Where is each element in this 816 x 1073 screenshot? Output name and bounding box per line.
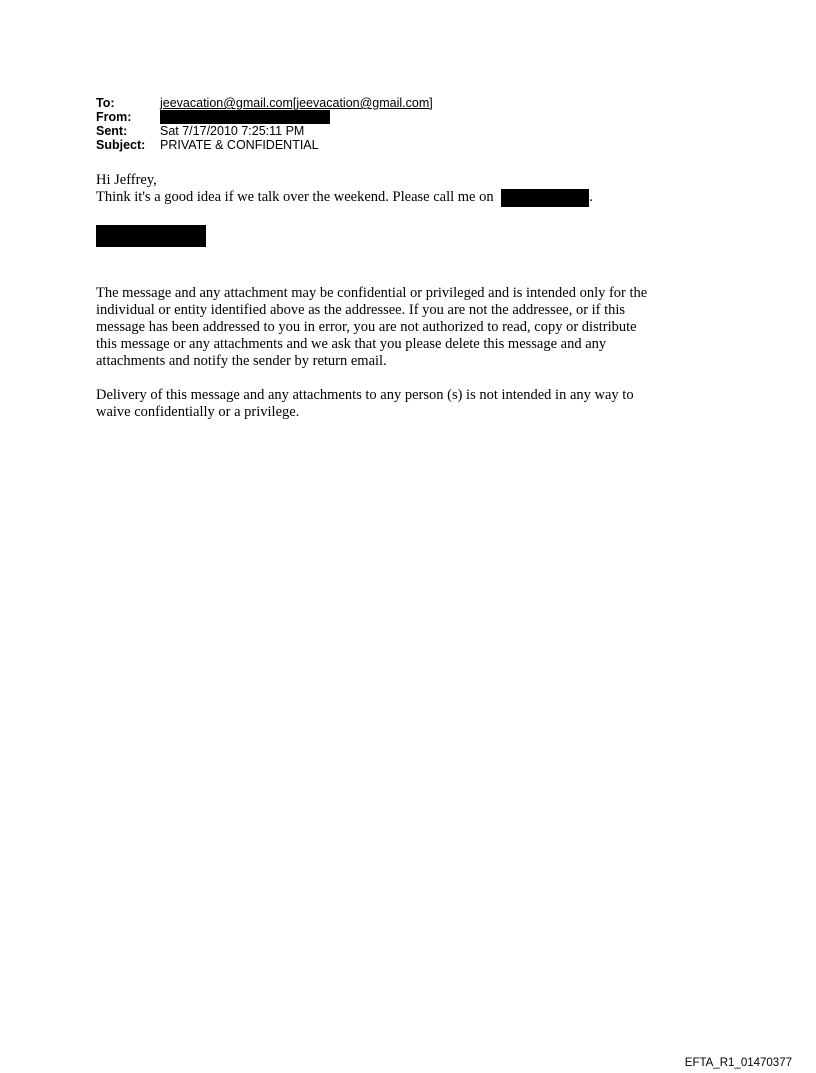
greeting: Hi Jeffrey,	[96, 172, 157, 188]
subject-value: PRIVATE & CONFIDENTIAL	[160, 138, 319, 152]
redaction-from	[160, 110, 330, 124]
subject-label: Subject:	[96, 138, 146, 152]
subject-row	[96, 138, 433, 152]
message-text: Think it's a good idea if we talk over the weekend. Please call me on	[96, 189, 494, 205]
redaction-signature	[96, 225, 206, 247]
document-id: EFTA_R1_01470377	[684, 1057, 792, 1069]
from-row	[96, 110, 433, 124]
message-line	[96, 189, 656, 207]
redaction-phone	[501, 189, 589, 207]
disclaimer-paragraph-1: The message and any attachment may be confidential or privileged and is intended only for the individual or entity identified above as the addressee. If you are not the addressee, or if this message has been addressed to you in error, you are not authorized to read, copy or distribute this message or any attachments and we ask that you please delete this message and any attachments and notify the sender by return email.	[96, 285, 648, 369]
sent-row	[96, 124, 433, 138]
to-row	[96, 96, 433, 110]
from-label: From:	[96, 110, 132, 124]
to-value: jeevacation@gmail.com[jeevacation@gmail.com]	[160, 96, 433, 110]
sent-value: Sat 7/17/2010 7:25:11 PM	[160, 124, 305, 138]
disclaimer-paragraph-2: Delivery of this message and any attachments to any person (s) is not intended in any way to waive confidentially or a privilege.	[96, 387, 634, 420]
to-label: To:	[96, 96, 115, 110]
message-period: .	[589, 189, 593, 205]
sent-label: Sent:	[96, 124, 128, 138]
email-body	[96, 172, 656, 421]
email-header	[96, 96, 433, 152]
